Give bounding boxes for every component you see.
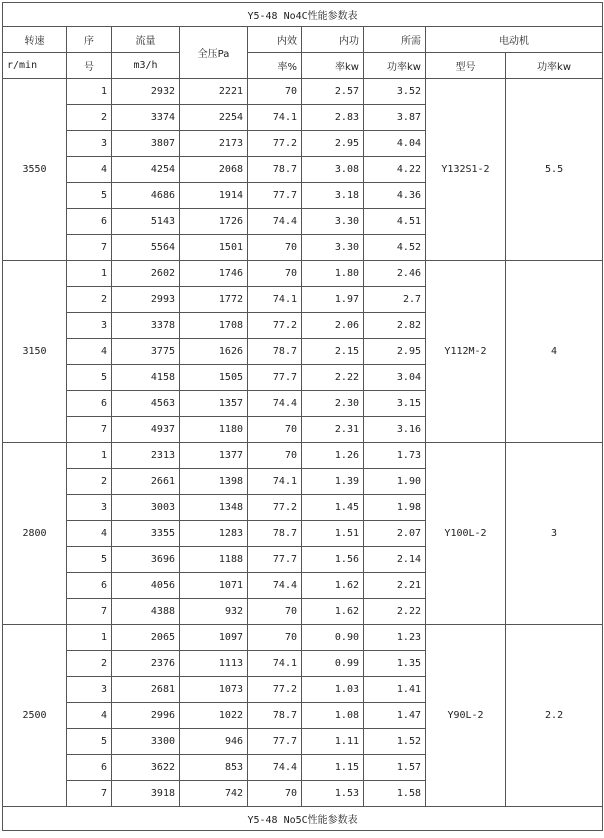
motor-power-cell: 2.2 bbox=[506, 625, 603, 807]
efficiency-cell: 77.2 bbox=[248, 677, 302, 703]
speed-cell: 2800 bbox=[3, 443, 67, 625]
flow-cell: 2313 bbox=[112, 443, 180, 469]
pressure-cell: 1073 bbox=[180, 677, 248, 703]
pressure-cell: 1726 bbox=[180, 209, 248, 235]
flow-cell: 4254 bbox=[112, 157, 180, 183]
seq-cell: 7 bbox=[67, 235, 112, 261]
flow-cell: 3696 bbox=[112, 547, 180, 573]
seq-cell: 3 bbox=[67, 677, 112, 703]
pressure-cell: 1772 bbox=[180, 287, 248, 313]
internal-power-cell: 2.30 bbox=[302, 391, 364, 417]
required-power-cell: 3.04 bbox=[364, 365, 426, 391]
speed-cell: 3150 bbox=[3, 261, 67, 443]
flow-cell: 2065 bbox=[112, 625, 180, 651]
motor-model-cell: Y132S1-2 bbox=[426, 79, 506, 261]
header-seq: 序 bbox=[67, 27, 112, 53]
required-power-cell: 3.16 bbox=[364, 417, 426, 443]
efficiency-cell: 70 bbox=[248, 79, 302, 105]
seq-cell: 5 bbox=[67, 365, 112, 391]
internal-power-cell: 2.15 bbox=[302, 339, 364, 365]
seq-cell: 4 bbox=[67, 703, 112, 729]
pressure-cell: 1626 bbox=[180, 339, 248, 365]
seq-cell: 2 bbox=[67, 651, 112, 677]
pressure-cell: 1746 bbox=[180, 261, 248, 287]
efficiency-cell: 78.7 bbox=[248, 339, 302, 365]
motor-model-cell: Y100L-2 bbox=[426, 443, 506, 625]
seq-cell: 4 bbox=[67, 339, 112, 365]
seq-cell: 3 bbox=[67, 313, 112, 339]
efficiency-cell: 77.7 bbox=[248, 729, 302, 755]
efficiency-cell: 74.1 bbox=[248, 469, 302, 495]
efficiency-cell: 78.7 bbox=[248, 703, 302, 729]
required-power-cell: 4.22 bbox=[364, 157, 426, 183]
pressure-cell: 1071 bbox=[180, 573, 248, 599]
pressure-cell: 2173 bbox=[180, 131, 248, 157]
efficiency-cell: 70 bbox=[248, 443, 302, 469]
flow-cell: 4686 bbox=[112, 183, 180, 209]
required-power-cell: 1.58 bbox=[364, 781, 426, 807]
required-power-cell: 3.52 bbox=[364, 79, 426, 105]
seq-cell: 1 bbox=[67, 261, 112, 287]
internal-power-cell: 1.53 bbox=[302, 781, 364, 807]
motor-power-cell: 4 bbox=[506, 261, 603, 443]
flow-cell: 3622 bbox=[112, 755, 180, 781]
internal-power-cell: 1.80 bbox=[302, 261, 364, 287]
efficiency-cell: 77.2 bbox=[248, 313, 302, 339]
flow-cell: 4388 bbox=[112, 599, 180, 625]
flow-cell: 2996 bbox=[112, 703, 180, 729]
internal-power-cell: 1.03 bbox=[302, 677, 364, 703]
efficiency-cell: 70 bbox=[248, 417, 302, 443]
required-power-cell: 1.41 bbox=[364, 677, 426, 703]
flow-cell: 2932 bbox=[112, 79, 180, 105]
table-row bbox=[3, 625, 603, 651]
seq-cell: 7 bbox=[67, 599, 112, 625]
flow-cell: 2993 bbox=[112, 287, 180, 313]
header-efficiency-2: 率% bbox=[248, 53, 302, 79]
seq-cell: 1 bbox=[67, 443, 112, 469]
pressure-cell: 1188 bbox=[180, 547, 248, 573]
internal-power-cell: 1.62 bbox=[302, 573, 364, 599]
efficiency-cell: 74.4 bbox=[248, 391, 302, 417]
required-power-cell: 3.87 bbox=[364, 105, 426, 131]
motor-power-cell: 5.5 bbox=[506, 79, 603, 261]
required-power-cell: 1.52 bbox=[364, 729, 426, 755]
efficiency-cell: 77.7 bbox=[248, 183, 302, 209]
flow-cell: 4937 bbox=[112, 417, 180, 443]
header-motor-model: 型号 bbox=[426, 53, 506, 79]
internal-power-cell: 0.90 bbox=[302, 625, 364, 651]
pressure-cell: 946 bbox=[180, 729, 248, 755]
header-speed: 转速 bbox=[3, 27, 67, 53]
table-row bbox=[3, 261, 603, 287]
pressure-cell: 1357 bbox=[180, 391, 248, 417]
table-body bbox=[3, 3, 603, 831]
header-row-1 bbox=[3, 27, 603, 53]
internal-power-cell: 1.11 bbox=[302, 729, 364, 755]
header-efficiency: 内效 bbox=[248, 27, 302, 53]
seq-cell: 4 bbox=[67, 157, 112, 183]
flow-cell: 3918 bbox=[112, 781, 180, 807]
pressure-cell: 1708 bbox=[180, 313, 248, 339]
required-power-cell: 4.52 bbox=[364, 235, 426, 261]
efficiency-cell: 70 bbox=[248, 781, 302, 807]
internal-power-cell: 0.99 bbox=[302, 651, 364, 677]
seq-cell: 1 bbox=[67, 625, 112, 651]
header-required-power-2: 功率kw bbox=[364, 53, 426, 79]
flow-cell: 3807 bbox=[112, 131, 180, 157]
required-power-cell: 1.35 bbox=[364, 651, 426, 677]
flow-cell: 3003 bbox=[112, 495, 180, 521]
efficiency-cell: 77.7 bbox=[248, 547, 302, 573]
flow-cell: 3300 bbox=[112, 729, 180, 755]
seq-cell: 3 bbox=[67, 131, 112, 157]
seq-cell: 2 bbox=[67, 287, 112, 313]
seq-cell: 6 bbox=[67, 755, 112, 781]
internal-power-cell: 2.95 bbox=[302, 131, 364, 157]
pressure-cell: 1022 bbox=[180, 703, 248, 729]
speed-cell: 2500 bbox=[3, 625, 67, 807]
flow-cell: 2602 bbox=[112, 261, 180, 287]
efficiency-cell: 70 bbox=[248, 235, 302, 261]
efficiency-cell: 74.4 bbox=[248, 209, 302, 235]
required-power-cell: 1.90 bbox=[364, 469, 426, 495]
flow-cell: 5143 bbox=[112, 209, 180, 235]
required-power-cell: 3.15 bbox=[364, 391, 426, 417]
required-power-cell: 4.51 bbox=[364, 209, 426, 235]
required-power-cell: 2.07 bbox=[364, 521, 426, 547]
internal-power-cell: 1.15 bbox=[302, 755, 364, 781]
internal-power-cell: 3.08 bbox=[302, 157, 364, 183]
header-seq-2: 号 bbox=[67, 53, 112, 79]
title-row bbox=[3, 3, 603, 27]
internal-power-cell: 1.08 bbox=[302, 703, 364, 729]
header-flow-unit: m3/h bbox=[112, 53, 180, 79]
internal-power-cell: 3.18 bbox=[302, 183, 364, 209]
flow-cell: 2681 bbox=[112, 677, 180, 703]
pressure-cell: 1914 bbox=[180, 183, 248, 209]
seq-cell: 1 bbox=[67, 79, 112, 105]
pressure-cell: 1113 bbox=[180, 651, 248, 677]
internal-power-cell: 2.57 bbox=[302, 79, 364, 105]
efficiency-cell: 78.7 bbox=[248, 521, 302, 547]
efficiency-cell: 70 bbox=[248, 261, 302, 287]
seq-cell: 2 bbox=[67, 105, 112, 131]
required-power-cell: 2.7 bbox=[364, 287, 426, 313]
pressure-cell: 853 bbox=[180, 755, 248, 781]
internal-power-cell: 1.56 bbox=[302, 547, 364, 573]
internal-power-cell: 3.30 bbox=[302, 235, 364, 261]
internal-power-cell: 1.39 bbox=[302, 469, 364, 495]
efficiency-cell: 77.2 bbox=[248, 131, 302, 157]
internal-power-cell: 2.22 bbox=[302, 365, 364, 391]
required-power-cell: 2.14 bbox=[364, 547, 426, 573]
flow-cell: 4158 bbox=[112, 365, 180, 391]
required-power-cell: 2.95 bbox=[364, 339, 426, 365]
efficiency-cell: 77.7 bbox=[248, 365, 302, 391]
seq-cell: 6 bbox=[67, 391, 112, 417]
internal-power-cell: 1.62 bbox=[302, 599, 364, 625]
header-flow: 流量 bbox=[112, 27, 180, 53]
efficiency-cell: 74.1 bbox=[248, 287, 302, 313]
pressure-cell: 2221 bbox=[180, 79, 248, 105]
table-title: Y5-48 No4C性能参数表 bbox=[3, 3, 603, 27]
internal-power-cell: 2.31 bbox=[302, 417, 364, 443]
efficiency-cell: 74.1 bbox=[248, 105, 302, 131]
required-power-cell: 2.22 bbox=[364, 599, 426, 625]
seq-cell: 6 bbox=[67, 573, 112, 599]
efficiency-cell: 74.4 bbox=[248, 755, 302, 781]
internal-power-cell: 1.26 bbox=[302, 443, 364, 469]
seq-cell: 7 bbox=[67, 781, 112, 807]
header-row-2 bbox=[3, 53, 603, 79]
seq-cell: 3 bbox=[67, 495, 112, 521]
required-power-cell: 2.82 bbox=[364, 313, 426, 339]
pressure-cell: 1501 bbox=[180, 235, 248, 261]
pressure-cell: 1505 bbox=[180, 365, 248, 391]
header-internal-power-2: 率kw bbox=[302, 53, 364, 79]
header-motor-power: 功率kw bbox=[506, 53, 603, 79]
seq-cell: 2 bbox=[67, 469, 112, 495]
seq-cell: 5 bbox=[67, 547, 112, 573]
pressure-cell: 2068 bbox=[180, 157, 248, 183]
header-required-power: 所需 bbox=[364, 27, 426, 53]
seq-cell: 6 bbox=[67, 209, 112, 235]
required-power-cell: 1.73 bbox=[364, 443, 426, 469]
internal-power-cell: 1.45 bbox=[302, 495, 364, 521]
pressure-cell: 932 bbox=[180, 599, 248, 625]
header-speed-unit: r/min bbox=[3, 53, 67, 79]
header-pressure: 全压Pa bbox=[180, 27, 248, 79]
flow-cell: 3355 bbox=[112, 521, 180, 547]
footer-title-row bbox=[3, 807, 603, 831]
performance-table bbox=[2, 2, 603, 831]
seq-cell: 5 bbox=[67, 183, 112, 209]
efficiency-cell: 70 bbox=[248, 599, 302, 625]
required-power-cell: 2.21 bbox=[364, 573, 426, 599]
internal-power-cell: 2.83 bbox=[302, 105, 364, 131]
internal-power-cell: 3.30 bbox=[302, 209, 364, 235]
pressure-cell: 1097 bbox=[180, 625, 248, 651]
required-power-cell: 1.98 bbox=[364, 495, 426, 521]
required-power-cell: 1.23 bbox=[364, 625, 426, 651]
pressure-cell: 742 bbox=[180, 781, 248, 807]
pressure-cell: 1398 bbox=[180, 469, 248, 495]
motor-model-cell: Y112M-2 bbox=[426, 261, 506, 443]
efficiency-cell: 70 bbox=[248, 625, 302, 651]
header-motor: 电动机 bbox=[426, 27, 603, 53]
flow-cell: 5564 bbox=[112, 235, 180, 261]
required-power-cell: 4.04 bbox=[364, 131, 426, 157]
flow-cell: 3374 bbox=[112, 105, 180, 131]
required-power-cell: 2.46 bbox=[364, 261, 426, 287]
motor-power-cell: 3 bbox=[506, 443, 603, 625]
flow-cell: 3378 bbox=[112, 313, 180, 339]
internal-power-cell: 1.51 bbox=[302, 521, 364, 547]
efficiency-cell: 78.7 bbox=[248, 157, 302, 183]
pressure-cell: 1348 bbox=[180, 495, 248, 521]
internal-power-cell: 1.97 bbox=[302, 287, 364, 313]
required-power-cell: 4.36 bbox=[364, 183, 426, 209]
seq-cell: 4 bbox=[67, 521, 112, 547]
flow-cell: 2376 bbox=[112, 651, 180, 677]
flow-cell: 4563 bbox=[112, 391, 180, 417]
pressure-cell: 1377 bbox=[180, 443, 248, 469]
pressure-cell: 2254 bbox=[180, 105, 248, 131]
internal-power-cell: 2.06 bbox=[302, 313, 364, 339]
efficiency-cell: 74.1 bbox=[248, 651, 302, 677]
seq-cell: 5 bbox=[67, 729, 112, 755]
flow-cell: 4056 bbox=[112, 573, 180, 599]
pressure-cell: 1180 bbox=[180, 417, 248, 443]
header-internal-power: 内功 bbox=[302, 27, 364, 53]
motor-model-cell: Y90L-2 bbox=[426, 625, 506, 807]
required-power-cell: 1.57 bbox=[364, 755, 426, 781]
required-power-cell: 1.47 bbox=[364, 703, 426, 729]
seq-cell: 7 bbox=[67, 417, 112, 443]
table-row bbox=[3, 79, 603, 105]
next-table-title: Y5-48 No5C性能参数表 bbox=[3, 807, 603, 831]
speed-cell: 3550 bbox=[3, 79, 67, 261]
table-row bbox=[3, 443, 603, 469]
pressure-cell: 1283 bbox=[180, 521, 248, 547]
flow-cell: 2661 bbox=[112, 469, 180, 495]
flow-cell: 3775 bbox=[112, 339, 180, 365]
efficiency-cell: 77.2 bbox=[248, 495, 302, 521]
efficiency-cell: 74.4 bbox=[248, 573, 302, 599]
